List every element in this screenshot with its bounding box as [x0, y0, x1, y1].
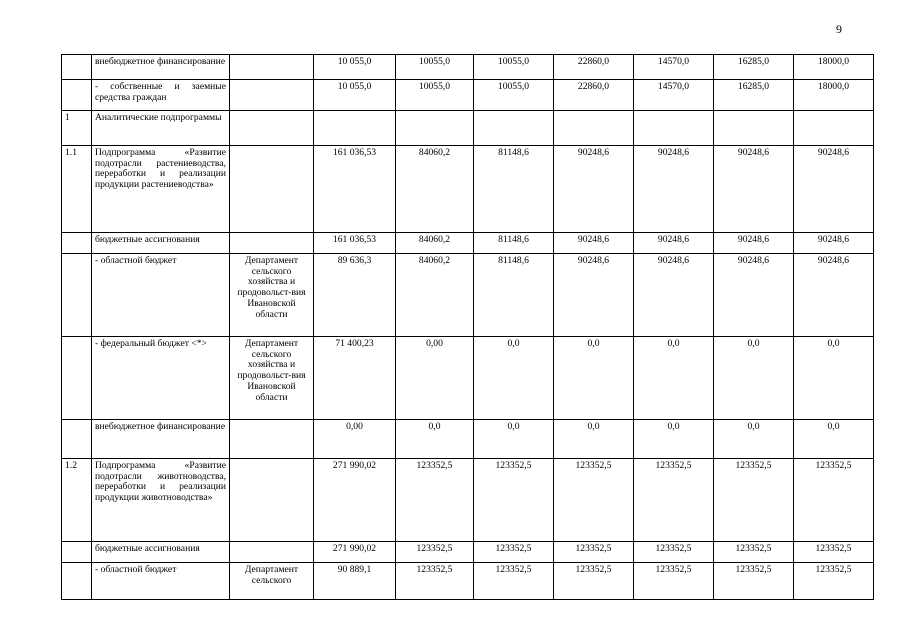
- row-name: бюджетные ассигнования: [92, 233, 230, 254]
- row-executor: [230, 55, 314, 80]
- table-row: [62, 55, 874, 80]
- value-cell: 0,0: [396, 420, 474, 459]
- value-cell: 84060,2: [396, 254, 474, 337]
- row-executor: [230, 146, 314, 233]
- value-cell: 10 055,0: [314, 55, 396, 80]
- value-cell: 0,0: [554, 337, 634, 420]
- value-cell: 123352,5: [634, 563, 714, 600]
- value-cell: 10055,0: [474, 55, 554, 80]
- value-cell: [634, 111, 714, 146]
- value-cell: [396, 111, 474, 146]
- value-cell: 10055,0: [474, 80, 554, 111]
- value-cell: 0,0: [634, 420, 714, 459]
- value-cell: 123352,5: [396, 459, 474, 542]
- value-cell: 123352,5: [714, 542, 794, 563]
- value-cell: 123352,5: [396, 563, 474, 600]
- value-cell: 0,0: [474, 337, 554, 420]
- value-cell: 90248,6: [554, 254, 634, 337]
- row-number: [62, 542, 92, 563]
- value-cell: 123352,5: [474, 459, 554, 542]
- row-number: 1: [62, 111, 92, 146]
- value-cell: 0,00: [314, 420, 396, 459]
- value-cell: 123352,5: [714, 459, 794, 542]
- value-cell: 0,0: [794, 337, 874, 420]
- table-row: [62, 111, 874, 146]
- value-cell: 90 889,1: [314, 563, 396, 600]
- value-cell: 16285,0: [714, 80, 794, 111]
- table-row: [62, 146, 874, 233]
- value-cell: 10055,0: [396, 80, 474, 111]
- table-row: [62, 80, 874, 111]
- value-cell: 18000,0: [794, 80, 874, 111]
- value-cell: 16285,0: [714, 55, 794, 80]
- row-executor: Департамент сельского хозяйства и продовольст-вия Ивановской области: [230, 337, 314, 420]
- value-cell: 90248,6: [634, 233, 714, 254]
- table-body: [62, 55, 874, 600]
- value-cell: 0,0: [794, 420, 874, 459]
- row-number: [62, 420, 92, 459]
- row-number: [62, 80, 92, 111]
- row-number: [62, 254, 92, 337]
- value-cell: [794, 111, 874, 146]
- row-executor: Департамент сельского: [230, 563, 314, 600]
- budget-table: [61, 54, 874, 600]
- row-executor: Департамент сельского хозяйства и продовольст-вия Ивановской области: [230, 254, 314, 337]
- table-row: [62, 542, 874, 563]
- row-executor: [230, 542, 314, 563]
- value-cell: 0,0: [474, 420, 554, 459]
- value-cell: 123352,5: [634, 459, 714, 542]
- value-cell: 271 990,02: [314, 542, 396, 563]
- row-number: [62, 233, 92, 254]
- value-cell: 123352,5: [554, 459, 634, 542]
- row-name: - областной бюджет: [92, 254, 230, 337]
- table-row: [62, 337, 874, 420]
- value-cell: 161 036,53: [314, 146, 396, 233]
- row-name: Подпрограмма «Развитие подотрасли животноводства, переработки и реализации продукции животноводства»: [92, 459, 230, 542]
- value-cell: 84060,2: [396, 233, 474, 254]
- row-name: Подпрограмма «Развитие подотрасли растениеводства, переработки и реализации продукции растениеводства»: [92, 146, 230, 233]
- value-cell: 0,0: [714, 420, 794, 459]
- table-row: [62, 233, 874, 254]
- value-cell: 90248,6: [794, 254, 874, 337]
- value-cell: 161 036,53: [314, 233, 396, 254]
- value-cell: 90248,6: [554, 146, 634, 233]
- row-name: бюджетные ассигнования: [92, 542, 230, 563]
- row-name: Аналитические подпрограммы: [92, 111, 230, 146]
- value-cell: 14570,0: [634, 55, 714, 80]
- value-cell: 84060,2: [396, 146, 474, 233]
- value-cell: 123352,5: [554, 563, 634, 600]
- value-cell: 81148,6: [474, 254, 554, 337]
- value-cell: 81148,6: [474, 146, 554, 233]
- value-cell: 90248,6: [714, 254, 794, 337]
- value-cell: 0,0: [554, 420, 634, 459]
- value-cell: 0,0: [634, 337, 714, 420]
- table-row: [62, 254, 874, 337]
- row-number: [62, 55, 92, 80]
- row-executor: [230, 420, 314, 459]
- value-cell: 271 990,02: [314, 459, 396, 542]
- value-cell: 90248,6: [714, 146, 794, 233]
- row-executor: [230, 111, 314, 146]
- row-name: - федеральный бюджет <*>: [92, 337, 230, 420]
- value-cell: 90248,6: [634, 146, 714, 233]
- row-name: внебюджетное финансирование: [92, 55, 230, 80]
- value-cell: 0,0: [714, 337, 794, 420]
- value-cell: [714, 111, 794, 146]
- table-row: [62, 459, 874, 542]
- value-cell: 90248,6: [714, 233, 794, 254]
- value-cell: 18000,0: [794, 55, 874, 80]
- value-cell: 14570,0: [634, 80, 714, 111]
- table-row: [62, 420, 874, 459]
- value-cell: 123352,5: [794, 542, 874, 563]
- row-number: 1.1: [62, 146, 92, 233]
- value-cell: [554, 111, 634, 146]
- value-cell: 123352,5: [794, 563, 874, 600]
- value-cell: [314, 111, 396, 146]
- row-name: - собственные и заемные средства граждан: [92, 80, 230, 111]
- value-cell: [474, 111, 554, 146]
- value-cell: 123352,5: [474, 542, 554, 563]
- value-cell: 90248,6: [794, 146, 874, 233]
- value-cell: 90248,6: [634, 254, 714, 337]
- row-name: внебюджетное финансирование: [92, 420, 230, 459]
- table-row: [62, 563, 874, 600]
- row-executor: [230, 459, 314, 542]
- value-cell: 123352,5: [714, 563, 794, 600]
- value-cell: 123352,5: [554, 542, 634, 563]
- value-cell: 90248,6: [794, 233, 874, 254]
- page-number: 9: [836, 22, 842, 36]
- value-cell: 89 636,3: [314, 254, 396, 337]
- value-cell: 123352,5: [634, 542, 714, 563]
- value-cell: 123352,5: [474, 563, 554, 600]
- value-cell: 22860,0: [554, 55, 634, 80]
- value-cell: 0,00: [396, 337, 474, 420]
- row-executor: [230, 233, 314, 254]
- value-cell: 123352,5: [396, 542, 474, 563]
- row-name: - областной бюджет: [92, 563, 230, 600]
- value-cell: 10 055,0: [314, 80, 396, 111]
- row-number: [62, 563, 92, 600]
- row-number: 1.2: [62, 459, 92, 542]
- value-cell: 71 400,23: [314, 337, 396, 420]
- value-cell: 123352,5: [794, 459, 874, 542]
- value-cell: 90248,6: [554, 233, 634, 254]
- value-cell: 22860,0: [554, 80, 634, 111]
- value-cell: 10055,0: [396, 55, 474, 80]
- row-number: [62, 337, 92, 420]
- row-executor: [230, 80, 314, 111]
- value-cell: 81148,6: [474, 233, 554, 254]
